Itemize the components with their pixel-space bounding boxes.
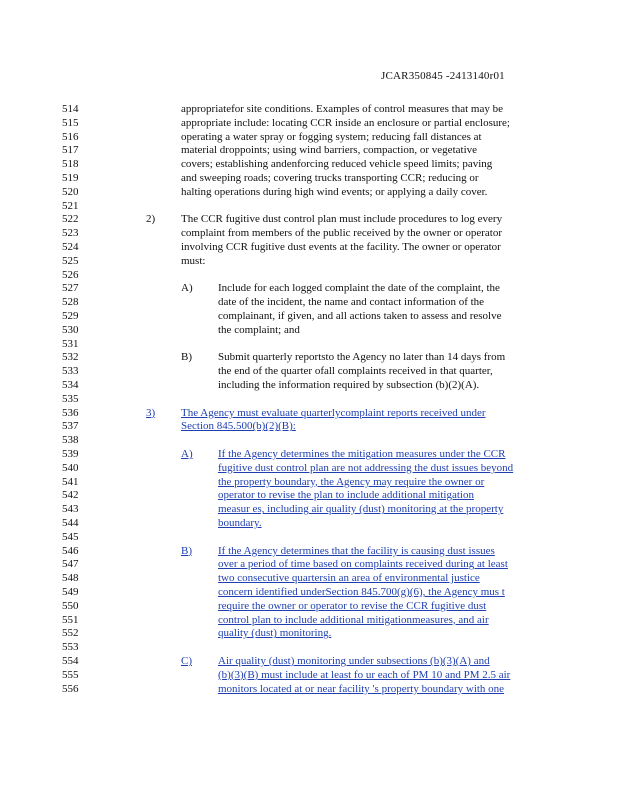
text-line [0,461,618,475]
line-number: 527 [62,282,79,295]
body-text: and sweeping roads; covering trucks transporting CCR; reducing or [181,172,479,184]
text-line [0,102,618,116]
subsection-label: 3) [146,406,156,419]
body-text: operating a water spray or fogging system; reducing fall distances at [181,130,482,143]
subsection-label: B) [181,544,192,557]
body-text: including the information required by subsection (b)(2)(A). [218,379,480,391]
text-line [0,268,618,282]
text-line [0,626,618,640]
text-line [0,254,618,268]
text-line [0,613,618,627]
line-number: 522 [62,213,79,226]
subsection-label: 2) [146,213,156,226]
text-line [0,130,618,144]
line-number: 549 [62,586,79,598]
inserted-text: boundary. [218,517,262,529]
body-text: appropriate include: locating CCR inside an enclosure or partial enclosure; [181,116,510,129]
text-line [0,585,618,599]
text-line [0,516,618,530]
inserted-text: Section 845.500(b)(2)(B): [181,420,296,433]
body-text: involving CCR fugitive dust events at the facility. The owner or operator [181,241,501,253]
line-number: 530 [62,323,79,336]
text-line [0,212,618,226]
text-line [0,447,618,461]
line-number: 535 [62,392,79,405]
inserted-text: If the Agency determines the mitigation measures under the CCR [218,448,506,460]
text-line [0,199,618,213]
line-number: 526 [62,268,79,281]
line-number: 533 [62,365,79,378]
document-header-id: JCAR350845 -2413140r01 [381,70,505,82]
text-line [0,640,618,654]
body-text: complainant, if given, and all actions taken to assess and resolve [218,310,502,322]
inserted-text: Air quality (dust) monitoring under subsections (b)(3)(A) and [218,655,490,667]
body-text: The CCR fugitive dust control plan must include procedures to log every [181,213,503,226]
text-line [0,295,618,309]
body-text: must: [181,254,206,267]
text-line [0,433,618,447]
body-text: complaint from members of the public received by the owner or operator [181,227,503,240]
inserted-text: measur es, including air quality (dust) monitoring at the property [218,503,504,516]
line-number: 534 [62,379,79,391]
text-line [0,364,618,378]
text-line [0,557,618,571]
text-line [0,488,618,502]
line-number: 548 [62,572,79,585]
inserted-text: quality (dust) monitoring. [218,627,332,640]
text-line [0,240,618,254]
text-line [0,654,618,668]
text-line [0,406,618,420]
subsection-label: A) [181,282,193,295]
line-number: 545 [62,530,79,543]
inserted-text: If the Agency determines that the facility is causing dust issues [218,544,495,557]
body-text: material droppoints; using wind barriers, compaction, or vegetative [181,144,478,157]
line-number: 532 [62,351,79,364]
line-number: 519 [62,172,79,184]
body-text: the complaint; and [218,323,300,336]
line-number: 555 [62,668,79,681]
text-line [0,668,618,682]
line-number: 539 [62,448,79,460]
line-number: 515 [62,116,79,129]
text-line [0,378,618,392]
text-line [0,571,618,585]
line-number: 544 [62,517,79,529]
inserted-text: over a period of time based on complaints received during at least [218,558,508,571]
line-number: 517 [62,144,79,157]
line-number: 536 [62,406,79,419]
inserted-text: (b)(3)(B) must include at least fo ur each of PM 10 and PM 2.5 air [218,668,511,681]
text-line [0,116,618,130]
text-line [0,143,618,157]
text-line [0,323,618,337]
text-line [0,309,618,323]
line-number: 521 [62,199,79,212]
text-line [0,475,618,489]
text-line [0,226,618,240]
line-number: 540 [62,461,79,474]
text-line [0,599,618,613]
line-number: 537 [62,420,79,433]
body-text: Submit quarterly reportsto the Agency no later than 14 days from [218,351,506,364]
inserted-text: two consecutive quartersin an area of environmental justice [218,572,480,585]
text-line [0,682,618,696]
text-line [0,337,618,351]
text-line [0,185,618,199]
text-line [0,502,618,516]
inserted-text: control plan to include additional mitigationmeasures, and air [218,613,489,626]
line-number: 550 [62,599,79,612]
text-line [0,171,618,185]
subsection-label: C) [181,655,192,667]
body-text: Include for each logged complaint the date of the complaint, the [218,282,500,295]
body-text: the end of the quarter ofall complaints received in that quarter, [218,365,493,378]
line-number: 528 [62,296,79,309]
line-number: 531 [62,337,79,350]
body-text: appropriatefor site conditions. Examples of control measures that may be [181,103,503,115]
line-number: 520 [62,185,79,198]
body-text: covers; establishing andenforcing reduced vehicle speed limits; paving [181,158,493,171]
line-number: 538 [62,434,79,447]
line-number: 529 [62,310,79,322]
line-number: 542 [62,489,79,502]
inserted-text: operator to revise the plan to include additional mitigation [218,489,474,502]
body-text: date of the incident, the name and contact information of the [218,296,485,309]
body-text: halting operations during high wind events; or applying a daily cover. [181,185,488,198]
inserted-text: The Agency must evaluate quarterlycomplaint reports received under [181,406,486,419]
text-line [0,530,618,544]
text-line [0,157,618,171]
line-number: 546 [62,544,79,557]
subsection-label: A) [181,448,193,460]
line-number: 553 [62,641,79,654]
line-number: 516 [62,130,79,143]
line-number: 551 [62,613,79,626]
text-line [0,350,618,364]
inserted-text: require the owner or operator to revise the CCR fugitive dust [218,599,487,612]
line-number: 547 [62,558,79,571]
inserted-text: the property boundary, the Agency may require the owner or [218,475,485,488]
line-number: 518 [62,158,79,171]
line-number: 541 [62,475,79,488]
line-number: 554 [62,655,79,667]
text-line [0,392,618,406]
text-line [0,419,618,433]
line-number: 525 [62,254,79,267]
inserted-text: monitors located at or near facility 's property boundary with one [218,682,505,695]
inserted-text: fugitive dust control plan are not addressing the dust issues beyond [218,461,514,474]
line-number: 523 [62,227,79,240]
line-number: 552 [62,627,79,640]
inserted-text: concern identified underSection 845.700(g)(6), the Agency mus t [218,586,505,598]
line-number: 543 [62,503,79,516]
text-line [0,544,618,558]
line-number: 556 [62,682,79,695]
subsection-label: B) [181,351,192,364]
text-line [0,281,618,295]
line-number: 514 [62,103,79,115]
line-number: 524 [62,241,79,253]
